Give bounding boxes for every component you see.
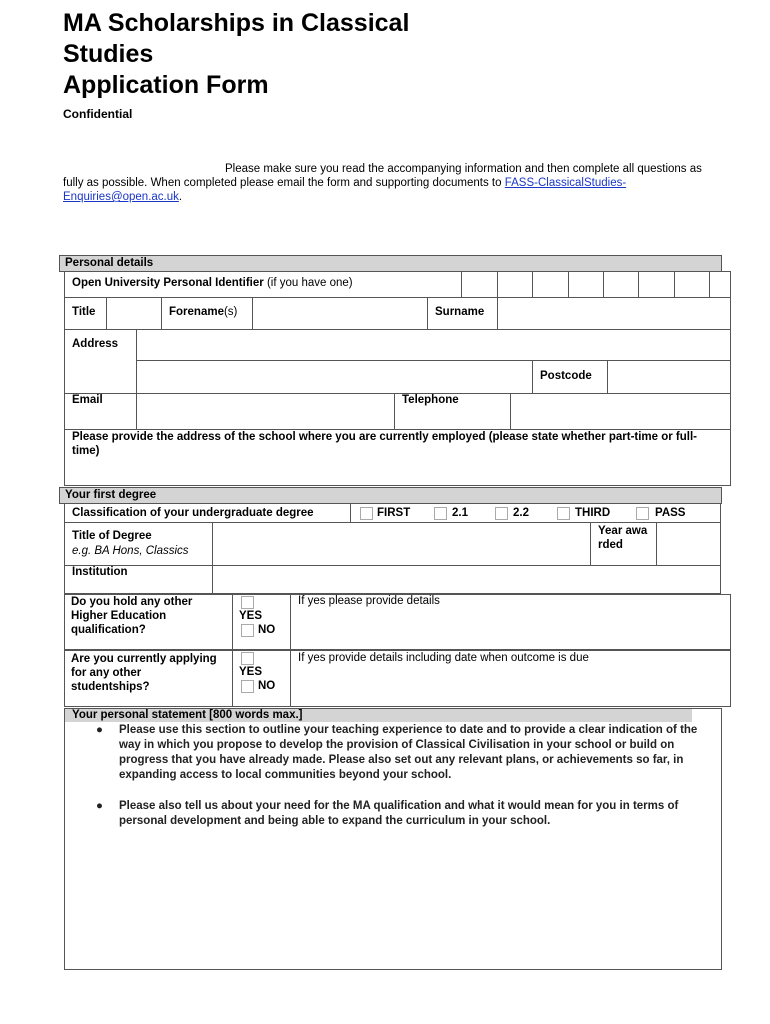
studentships-yes-checkbox[interactable]: [241, 652, 254, 665]
oupi-note: (if you have one): [266, 277, 353, 289]
pass-checkbox[interactable]: [636, 507, 649, 520]
forename-input[interactable]: [253, 298, 427, 328]
page-title: [63, 8, 409, 101]
email-input[interactable]: [137, 394, 394, 428]
institution-input[interactable]: [213, 566, 720, 593]
third-option-label: THIRD: [575, 507, 611, 519]
higher-ed-details-input[interactable]: [291, 612, 730, 649]
title-line-3: Application Form: [63, 71, 269, 99]
email-label: Email: [72, 394, 103, 406]
school-label: Please provide the address of the school where you are currently employed (please state whether part-time or full-time): [72, 431, 698, 457]
title-line-1: MA Scholarships in Classical: [63, 9, 410, 37]
statement-bullet-1-text: Please use this section to outline your teaching experience to date and to provide a clear indication of the way in which you propose to develop the provision of Classical Civilisation in your school or build on progress that you have already made. Please also set out any relevant plans, or achievements so far, in expanding access to local communities beyond your school.: [119, 724, 698, 781]
two-two-checkbox[interactable]: [495, 507, 508, 520]
first-option-label: FIRST: [377, 507, 411, 519]
two-one-option-label: 2.1: [452, 507, 468, 519]
studentships-yes-label: YES: [239, 666, 263, 678]
section-first-degree: Your first degree: [59, 487, 722, 504]
intro-end: .: [178, 191, 183, 203]
bullet-icon: ●: [96, 800, 103, 812]
oupi-label: [72, 277, 353, 289]
forename-suffix: (s): [223, 306, 238, 318]
surname-label: Surname: [435, 306, 485, 318]
intro-paragraph: [63, 162, 703, 204]
confidential-label: Confidential: [63, 107, 133, 121]
intro-text: Please make sure you read the accompanying information and then complete all questions as fully as possible. When completed please email the form and supporting documents to: [63, 163, 702, 189]
studentships-question: Are you currently applying for any other studentships?: [71, 653, 217, 693]
pass-option-label: PASS: [655, 507, 686, 519]
statement-bullet-2: [65, 799, 720, 829]
title-input[interactable]: [107, 298, 161, 328]
email-link[interactable]: FASS-ClassicalStudies-Enquiries@open.ac.uk: [63, 177, 627, 203]
higher-ed-question: Do you hold any other Higher Education qualification?: [71, 596, 193, 636]
forename-label: [169, 306, 237, 318]
degree-title-input[interactable]: [213, 523, 590, 565]
bullet-icon: ●: [96, 724, 103, 736]
studentships-details-label: If yes provide details including date when outcome is due: [298, 652, 589, 664]
institution-label: Institution: [72, 566, 128, 578]
address-label: Address: [72, 338, 119, 350]
surname-input[interactable]: [498, 298, 730, 328]
degree-title-label: Title of Degree: [72, 530, 152, 542]
forename-label-text: Forename: [169, 306, 224, 318]
higher-ed-yes-label: YES: [239, 610, 263, 622]
third-checkbox[interactable]: [557, 507, 570, 520]
studentships-no-label: NO: [258, 680, 276, 692]
title-label: Title: [72, 306, 96, 318]
title-line-2: Studies: [63, 40, 154, 68]
oupi-input[interactable]: [462, 272, 730, 296]
telephone-label: Telephone: [402, 394, 459, 406]
first-checkbox[interactable]: [360, 507, 373, 520]
oupi-label-text: Open University Personal Identifier: [72, 277, 264, 289]
studentships-details-input[interactable]: [291, 668, 730, 706]
statement-section-label: Your personal statement [800 words max.]: [72, 709, 303, 721]
statement-input[interactable]: [65, 850, 720, 968]
postcode-input[interactable]: [608, 361, 730, 392]
address-input[interactable]: [137, 330, 730, 360]
telephone-input[interactable]: [511, 394, 730, 428]
statement-instructions: [65, 723, 720, 845]
two-one-checkbox[interactable]: [434, 507, 447, 520]
higher-ed-yes-checkbox[interactable]: [241, 596, 254, 609]
higher-ed-details-label: If yes please provide details: [298, 595, 440, 607]
degree-title-example: e.g. BA Hons, Classics: [72, 545, 189, 557]
higher-ed-no-checkbox[interactable]: [241, 624, 254, 637]
studentships-no-checkbox[interactable]: [241, 680, 254, 693]
year-awarded-label: Year awarded: [598, 525, 648, 551]
statement-bullet-2-text: Please also tell us about your need for the MA qualification and what it would mean for you in terms of personal development and being able to expand the curriculum in your school.: [119, 800, 679, 827]
year-awarded-input[interactable]: [657, 523, 720, 565]
section-personal-details: Personal details: [59, 255, 722, 272]
statement-bullet-1: [65, 723, 720, 783]
classification-label: Classification of your undergraduate degree: [72, 507, 314, 519]
higher-ed-no-label: NO: [258, 624, 276, 636]
school-input[interactable]: [65, 460, 730, 485]
postcode-label: Postcode: [540, 370, 592, 382]
two-two-option-label: 2.2: [513, 507, 529, 519]
